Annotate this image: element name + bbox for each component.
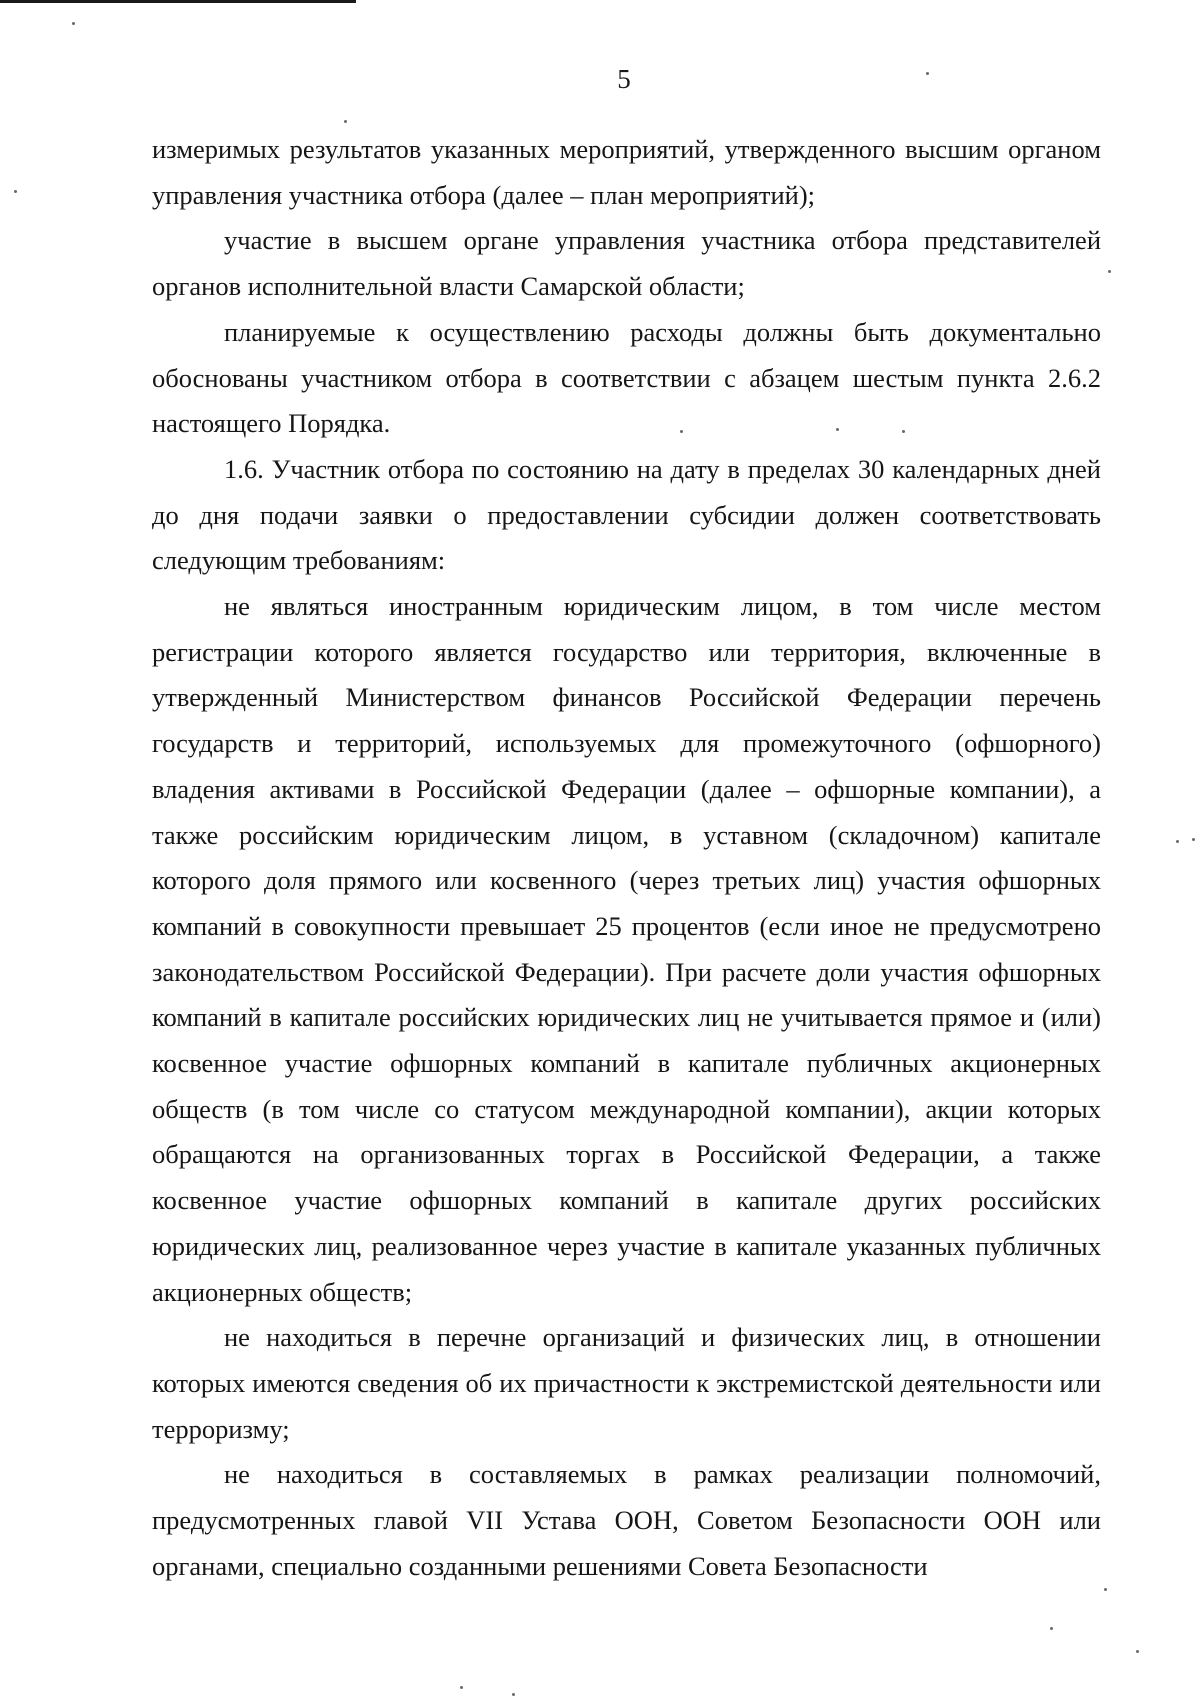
scan-speck xyxy=(1050,1627,1053,1630)
paragraph-extremism-list: не находиться в перечне организаций и физических лиц, в отношении которых имеются сведения об их причастности к экстремистской деятельности или терроризму; xyxy=(152,1322,1101,1444)
scan-speck xyxy=(902,430,905,433)
paragraph-governing-body: участие в высшем органе управления участника отбора представителей органов исполнительной власти Самарской области; xyxy=(152,225,1101,302)
scan-speck xyxy=(926,72,929,75)
scan-speck xyxy=(1176,840,1179,843)
paragraph-un-sanctions: не находиться в составляемых в рамках реализации полномочий, предусмотренных главой VII Устава ООН, Советом Безопасности ООН или органами, специально созданными решениями Совета Безопасности xyxy=(152,1459,1101,1581)
paragraph-section-1-6: 1.6. Участник отбора по состоянию на дату в пределах 30 календарных дней до дня подачи заявки о предоставлении субсидии должен соответствовать следующим требованиям: xyxy=(152,453,1101,576)
paragraph-planned-expenses: планируемые к осуществлению расходы должны быть документально обоснованы участником отбора в соответствии с абзацем шестым пункта 2.6.2 настоящего Порядка. xyxy=(152,316,1101,439)
scan-speck xyxy=(836,428,839,431)
scan-speck xyxy=(512,1693,515,1696)
scan-speck xyxy=(1192,838,1195,841)
paragraph-offshore-requirement: не являться иностранным юридическим лицом, в том числе местом регистрации которого является государство или территория, включенные в утвержденный Министерством финансов Российской Федерации перечень государств и территорий, используемых для промежуточного (офшорного) владения активами в Российской Федерации (далее – офшорные компании), а также российским юридическим лицом, в уставном (складочном) капитале которого доля прямого или косвенного (через третьих лиц) участия офшорных компаний в совокупности превышает 25 процентов (если иное не предусмотрено законодательством Российской Федерации). При расчете доли участия офшорных компаний в капитале российских юридических лиц не учитывается прямое и (или) косвенное участие офшорных компаний в капитале публичных акционерных обществ (в том числе со статусом международной компании), акции которых обращаются на организованных торгах в Российской Федерации, а также косвенное участие офшорных компаний в капитале других российских юридических лиц, реализованное через участие в капитале указанных публичных акционерных обществ; xyxy=(152,591,1101,1307)
scan-speck xyxy=(72,22,75,25)
scan-speck xyxy=(344,120,347,123)
scan-speck xyxy=(1104,1588,1107,1591)
scan-speck xyxy=(460,1686,463,1689)
page-number: 5 xyxy=(617,64,631,94)
paragraph-continuation: измеримых результатов указанных мероприятий, утвержденного высшим органом управления участника отбора (далее – план мероприятий); xyxy=(152,134,1101,210)
scan-speck xyxy=(14,190,17,193)
scan-speck xyxy=(1136,1650,1139,1653)
scan-edge-line xyxy=(0,0,356,3)
scan-speck xyxy=(1108,270,1111,273)
document-body xyxy=(152,127,1101,1590)
scan-speck xyxy=(680,430,683,433)
